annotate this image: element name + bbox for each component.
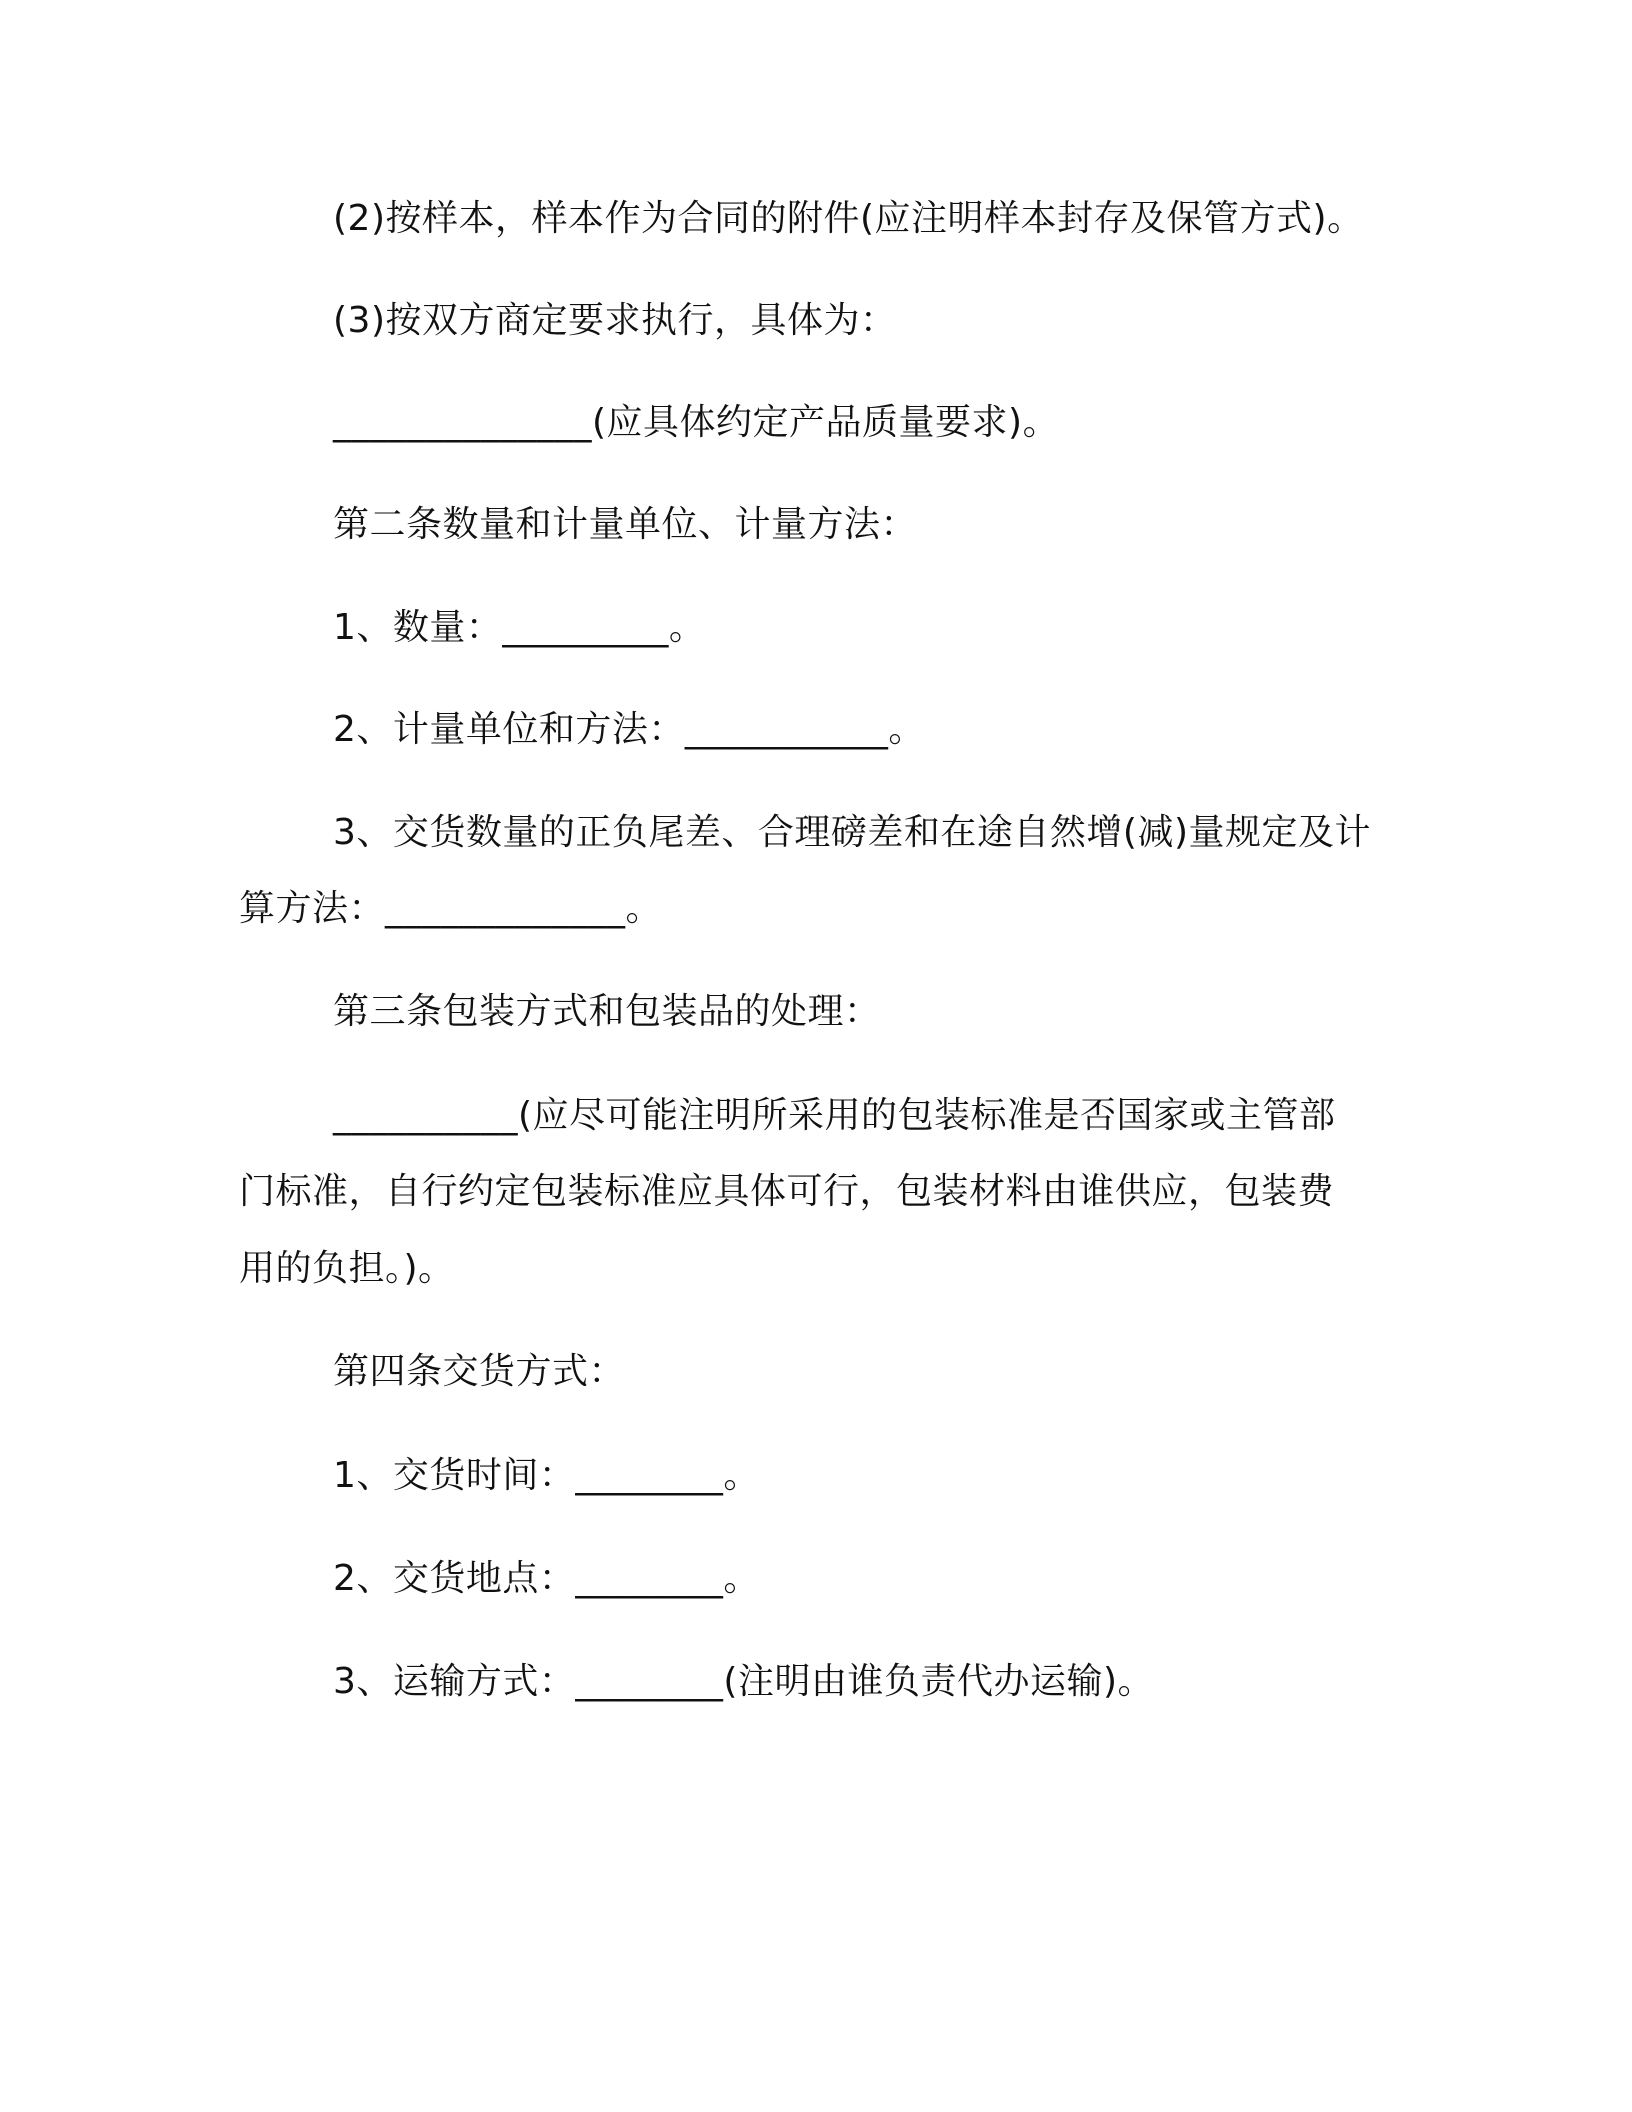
item-delivery-place: 2、交货地点：________。: [333, 1558, 760, 1599]
heading-article-4: 第四条交货方式：: [333, 1351, 626, 1392]
item-transport-method: 3、运输方式：________(注明由谁负责代办运输)。: [333, 1661, 1154, 1702]
paragraph-sample-clause: (2)按样本，样本作为合同的附件(应注明样本封存及保管方式)。: [333, 198, 1364, 239]
item-tolerance-line-1: 3、交货数量的正负尾差、合理磅差和在途自然增(减)量规定及计: [333, 812, 1371, 853]
paragraph-mutual-requirements: (3)按双方商定要求执行，具体为：: [333, 300, 897, 341]
packaging-paragraph-line-3: 用的负担。)。: [239, 1248, 455, 1289]
item-tolerance-line-2: 算方法：_____________。: [239, 888, 663, 929]
item-delivery-time: 1、交货时间：________。: [333, 1455, 760, 1496]
paragraph-quality-blank: ______________(应具体约定产品质量要求)。: [333, 402, 1060, 443]
packaging-paragraph-line-2: 门标准，自行约定包装标准应具体可行，包装材料由谁供应，包装费: [239, 1171, 1335, 1212]
item-quantity: 1、数量：_________。: [333, 607, 706, 648]
item-unit-method: 2、计量单位和方法：___________。: [333, 709, 925, 750]
heading-article-2: 第二条数量和计量单位、计量方法：: [333, 504, 918, 545]
heading-article-3: 第三条包装方式和包装品的处理：: [333, 991, 881, 1032]
packaging-paragraph-line-1: __________(应尽可能注明所采用的包装标准是否国家或主管部: [333, 1095, 1336, 1136]
